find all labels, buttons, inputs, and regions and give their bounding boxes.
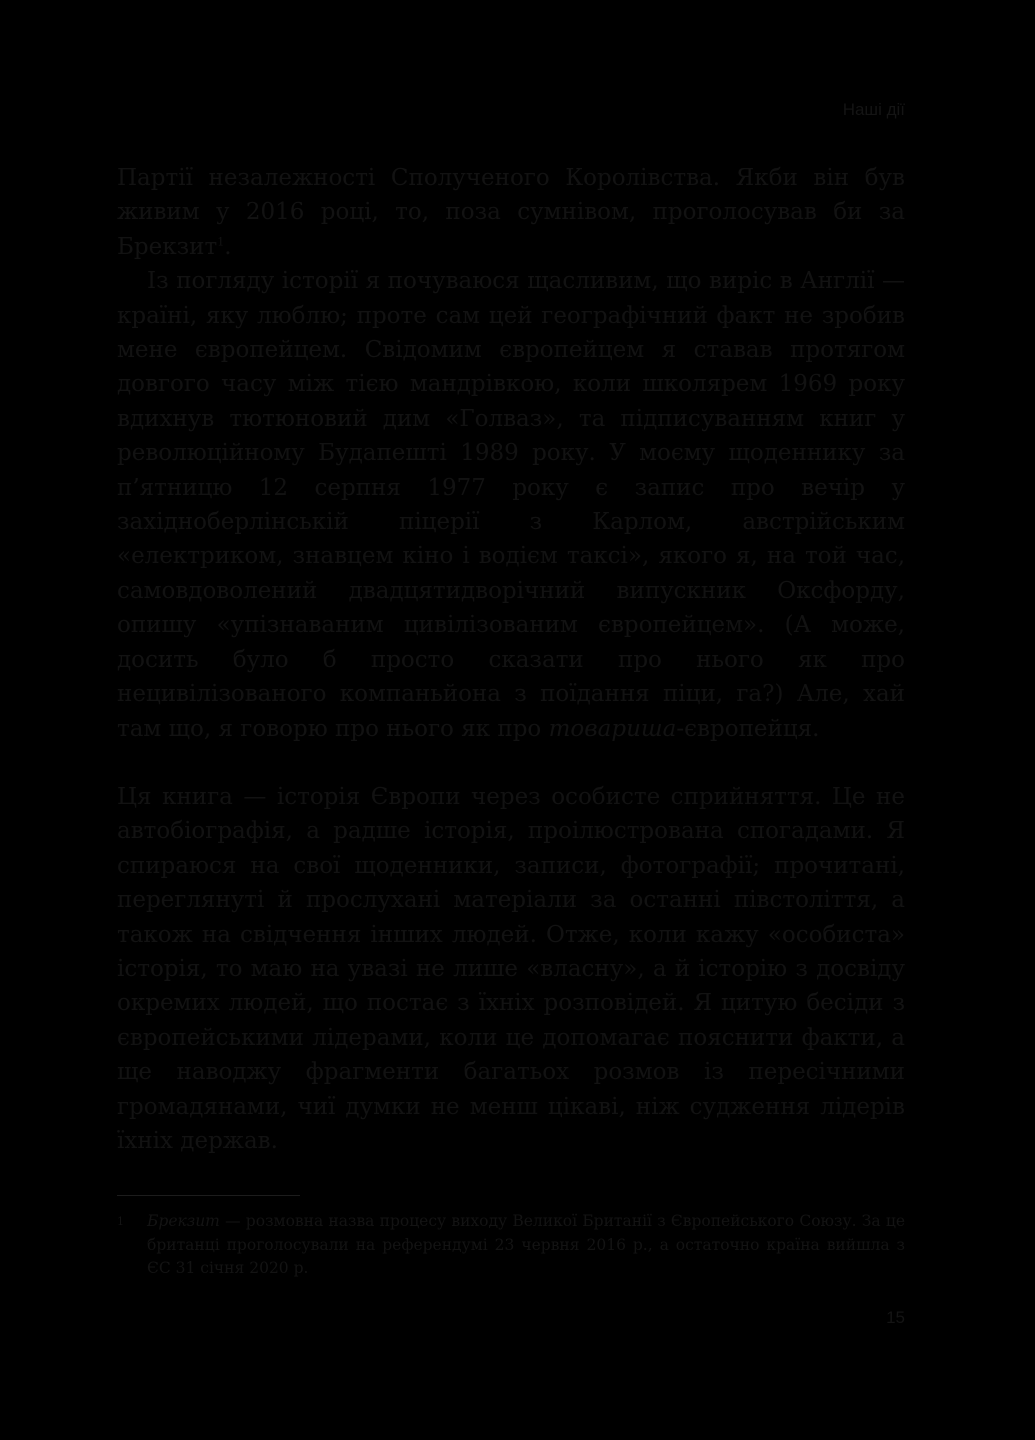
body-text: [117, 161, 905, 1158]
running-head: Наші дії: [842, 100, 905, 119]
paragraph-continuation: [117, 161, 905, 264]
paragraph-2-italic: товариша: [548, 715, 677, 742]
footnote-body: — розмовна назва процесу виходу Великої Британії з Європейського Союзу. За це британці проголосували на референдумі 23 червня 2016 р., а остаточно країна вийшла з ЄС 31 січня 2020 р.: [147, 1212, 905, 1277]
footnote-reference[interactable]: 1: [217, 235, 225, 249]
paragraph-2-text: Із погляду історії я почуваюся щасливим, що виріс в Англії — країні, яку люблю; проте сам цей географічний факт не зробив мене європейцем. Свідомим європейцем я ставав протягом довгого часу між тією мандрівкою, коли школярем 1969 року вдихнув тютюновий дим «Голваз», та підписуванням книг у революційному Будапешті 1989 року. У моєму щоденнику за п’ятницю 12 серпня 1977 року є запис про вечір у західноберлінській піцерії з Карлом, австрійським «електриком, знавцем кіно і водієм таксі», якого я, на той час, самовдоволений двадцятидворічний випускник Оксфорду, опишу «упізнаваним цивілізованим європейцем». (А може, досить було б просто сказати про нього як про нецивілізованого компаньйона з поїдання піци, га?) Але, хай там що, я говорю про нього як про: [117, 268, 905, 742]
footnote-term: Брекзит: [147, 1212, 220, 1230]
paragraph-2: [117, 264, 905, 746]
paragraph-3: Ця книга — історія Європи через особисте сприйняття. Це не автобіографія, а радше історія, проілюстрована спогадами. Я спираюся на свої щоденники, записи, фотографії; прочитані, переглянуті й прослухані матеріали за останні півстоліття, а також на свідчення інших людей. Отже, коли кажу «особиста» історія, то маю на увазі не лише «власну», а й історію з досвіду окремих людей, що постає з їхніх розповідей. Я цитую бесіди з європейськими лідерами, коли це допомагає пояснити факти, а ще наводжу фрагменти багатьох розмов із пересічними громадянами, чиї думки не менш цікаві, ніж судження лідерів їхніх держав.: [117, 783, 905, 1154]
paragraph-2-end: -європейця.: [676, 715, 820, 742]
footnote-number: 1: [117, 1215, 124, 1228]
footnote-divider: [117, 1195, 300, 1196]
page-number: 15: [886, 1308, 905, 1327]
paragraph-1-text: Партії незалежності Сполученого Королівства. Якби він був живим у 2016 році, то, поза сумнівом, проголосував би за Брекзит: [117, 165, 905, 260]
footnote: [117, 1210, 905, 1281]
footnote-text: [147, 1210, 905, 1281]
paragraph-1-end: .: [224, 233, 232, 260]
